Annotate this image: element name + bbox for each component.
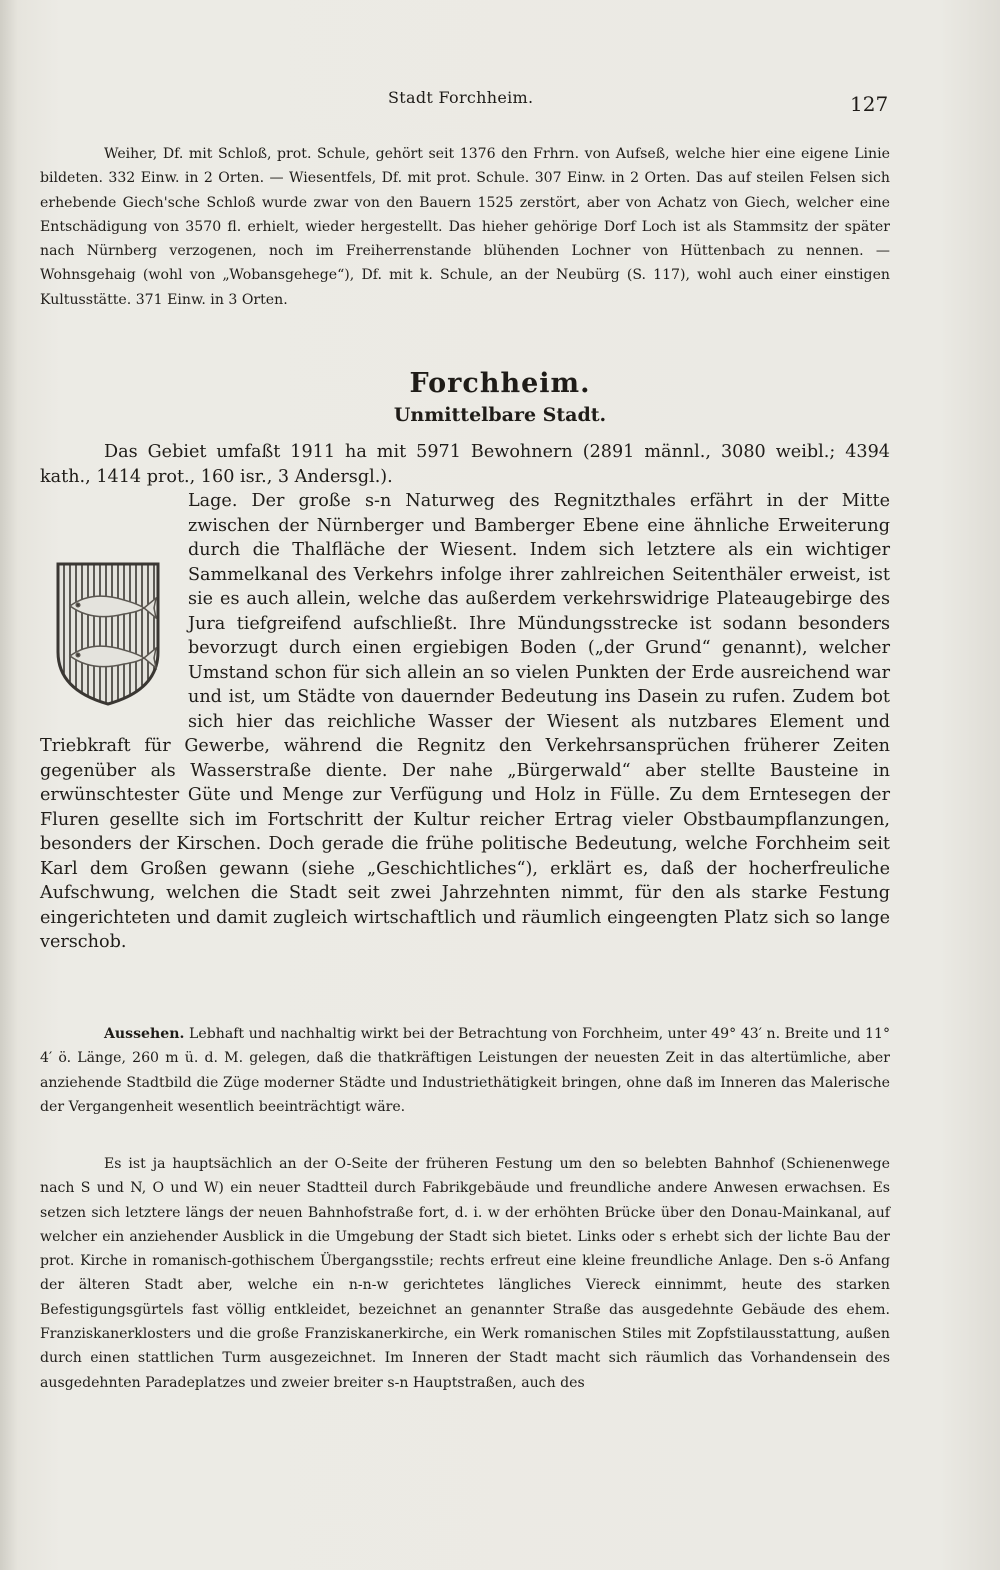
area-paragraph: Das Gebiet umfaßt 1911 ha mit 5971 Bewohnern (2891 männl., 3080 weibl.; 4394 kath., 1414 prot., 160 isr., 3 Andersgl.). [40,442,890,487]
east-side-paragraph: Es ist ja hauptsächlich an der O-Seite der früheren Festung um den so belebten Bahnhof (Schienenwege nach S und N, O und W) ein neuer Stadtteil durch Fabrikgebäude und freundliche andere Anwesen erwachsen. Es setzen sich letztere längs der neuen Bahnhofstraße fort, d. i. w der erhöhten Brücke über den Donau-Mainkanal, auf welcher ein anziehender Ausblick in die Umgebung der Stadt sich bietet. Links oder s erhebt sich der lichte Bau der prot. Kirche in romanisch-gothischem Übergangsstile; rechts erfreut eine kleine freundliche Anlage. Den s-ö Anfang der älteren Stadt aber, welche ein n-n-w gerichtetes längliches Viereck einnimmt, heute des starken Befestigungsgürtels fast völlig entkleidet, bezeichnet an genannter Straße das ausgedehnte Gebäude des ehem. Franziskanerklosters und die große Franziskanerkirche, ein Werk romanischen Stiles mit Zopfstilausstattung, außen durch einen stattlichen Turm ausgezeichnet. Im Inneren der Stadt macht sich räumlich das Vorhandensein des ausgedehnten Paradeplatzes und zweier breiter s-n Hauptstraßen, auch des [40,1156,890,1391]
aussehen-label: Aussehen. [104,1026,185,1042]
page-number: 127 [850,92,889,116]
intro-paragraph: Weiher, Df. mit Schloß, prot. Schule, gehört seit 1376 den Frhrn. von Aufseß, welche hier eine eigene Linie bildeten. 332 Einw. in 2 Orten. — Wiesentfels, Df. mit prot. Schule. 307 Einw. in 2 Orten. Das auf steilen Felsen sich erhebende Giech'sche Schloß wurde zwar von den Bauern 1525 zerstört, aber von Achatz von Giech, welcher eine Entschädigung von 3570 fl. erhielt, wieder hergestellt. Das hieher gehörige Dorf Loch ist als Stammsitz der später nach Nürnberg verzogenen, noch im Freiherrenstande blühenden Lochner von Hüttenbach zu nennen. — Wohnsgehaig (wohl von „Wobansgehege“), Df. mit k. Schule, an der Neubürg (S. 117), wohl auch einer einstigen Kultusstätte. 371 Einw. in 3 Orten. [40,146,890,308]
lage-label: Lage. [188,491,238,511]
page-header [0,86,1000,116]
lage-text: Der große s-n Naturweg des Regnitzthales erfährt in der Mitte zwischen der Nürnberger und Bamberger Ebene eine ähnliche Erweiterung durch die Thalfläche der Wiesent. Indem sich letztere als ein wichtiger Sammelkanal des Verkehrs infolge ihrer zahlreichen Seitenthäler erweist, ist sie es auch allein, welche das außerdem verkehrswidrige Plateaugebirge des Jura tiefgreifend aufschließt. Ihre Mündungsstrecke ist sodann besonders bevorzugt durch einen ergiebigen Boden („der Grund“ genannt), welcher Umstand schon für sich allein an so vielen Punkten der Erde ausreichend war und ist, um Städte von dauernder Bedeutung ins Dasein zu rufen. Zudem bot sich hier das reichliche Wasser der Wiesent als nutzbares Element und Triebkraft für Gewerbe, während die Regnitz den Verkehrsansprüchen früherer Zeiten gegenüber als Wasserstraße diente. Der nahe „Bürgerwald“ aber stellte Bausteine in erwünschtester Güte und Menge zur Verfügung und Holz in Fülle. Zu dem Erntesegen der Fluren gesellte sich im Fortschritt der Kultur reicher Ertrag vieler Obstbaumpflanzungen, besonders der Kirschen. Doch gerade die frühe politische Bedeutung, welche Forchheim seit Karl dem Großen gewann (siehe „Geschichtliches“), erklärt es, daß der hocherfreuliche Aufschwung, welchen die Stadt seit zwei Jahrzehnten nimmt, für den als starke Festung eingerichteten und damit zugleich wirtschaftlich und räumlich eingeengten Platz sich so lange verschob. [40,491,890,952]
section-title: Forchheim. [409,368,591,399]
aussehen-paragraph [40,1022,890,1119]
running-head: Stadt Forchheim. [388,88,534,107]
aussehen-text: Lebhaft und nachhaltig wirkt bei der Betrachtung von Forchheim, unter 49° 43′ n. Breite und 11° 4′ ö. Länge, 260 m ü. d. M. gelegen, daß die thatkräftigen Leistungen der neuesten Zeit in das altertümliche, aber anziehende Stadtbild die Züge moderner Städte und Industriethätigkeit bringen, ohne daß im Inneren das Malerische der Vergangenheit wesentlich beeinträchtigt wäre. [40,1026,891,1115]
coat-of-arms-icon [52,560,164,708]
section-subtitle: Unmittelbare Stadt. [393,404,607,426]
lead-in-spacer [40,489,188,535]
lage-paragraph [40,489,890,955]
